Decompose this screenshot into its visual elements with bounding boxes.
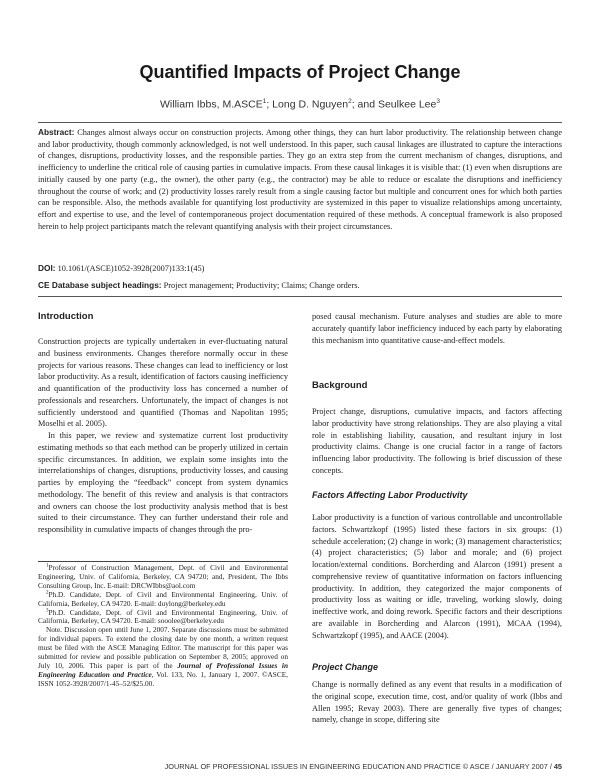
doi-label: DOI: [38,263,56,273]
background-paragraph: Project change, disruptions, cumulative impacts, and factors affecting labor productivity have strong relationships. They are also playing a vital role in establishing liability, causation, and resultant injury in lost productivity claims. Change is one crucial factor in a range of factors influencing labor productivity. The following is brief discussion of these concepts. [312,407,562,475]
subsection-heading-factors: Factors Affecting Labor Productivity [312,490,468,500]
top-divider [38,122,562,123]
author-mark: 3 [436,98,440,105]
author-mark: 2 [348,98,352,105]
paper-title: Quantified Impacts of Project Change [139,62,461,82]
author-name: and Seulkee Lee [357,98,437,111]
journal-name: Journal of Professional Issues in Engineering Education and Practice [38,660,289,679]
footnote [38,564,288,591]
paragraph: Construction projects are typically undertaken in ever-fluctuating natural and business environments. Changes therefore normally occur in these projects for various reasons. These changes can lead to inefficiency or lost labor productivity. As a result, identification of factors causing inefficiency and quantification of the productivity loss has concerned a number of professionals and researchers. Unfortunately, the impact of changes is not sufficiently understood and quantified (Thomas and Napolitan 1995; Moselhi et al. 2005). [38,337,288,429]
subject-headings-value: Project management; Productivity; Claims; Change orders. [163,281,360,290]
author-list: William Ibbs, M.ASCE$^1$; Long D. Nguyen$^2$; and Seulkee Lee$^3$ [160,98,440,111]
project-change-paragraph: Change is normally defined as any event that results in a modification of the original scope, execution time, cost, and/or quality of work (Ibbs and Allen 1995; Revay 2003). There are generally five types of changes; namely, change in scope, differing site [312,680,562,725]
running-footer [0,762,562,771]
introduction-body [38,336,288,536]
subject-headings-label: CE Database subject headings: [38,280,162,290]
footnote-text: Professor of Construction Management, Dept. of Civil and Environmental Engineering, Univ. of California, Berkeley, CA 94720; and, President, The Ibbs Consulting Group, Inc. E-mail: DRCWIbbs@aol.com [38,563,288,590]
footnote-mark: 2 [46,590,49,596]
footnotes [38,564,288,689]
footer-journal: JOURNAL OF PROFESSIONAL ISSUES IN ENGINEERING EDUCATION AND PRACTICE © ASCE / JANUARY 2007 / [164,762,554,771]
doi [38,263,562,275]
subject-headings [38,280,562,292]
abstract [38,127,562,232]
footnote-mark: 1 [46,563,49,569]
author-mark: 1 [262,98,267,105]
footnote-divider [38,561,288,562]
factors-paragraph: Labor productivity is a function of various controllable and uncontrollable factors. Schwartzkopf (1995) listed these factors in six groups: (1) schedule acceleration; (2) change in work; (3) management characteristics; (4) project characteristics; (5) labor and morale; and (6) project location/external conditions. Borcherding and Alarcon (1991) present a comprehensive review of quantitative information on factors influencing productivity. In addition, they categorized the major components of productivity loss as waiting or idle, traveling, working slowly, doing ineffective work, and doing rework. Specific factors and their descriptions are available in Borcherding and Alarcon (1991), MCAA (1994), Schwartzkopf (1995), and AACE (2004). [312,513,562,640]
section-heading-background: Background [312,380,368,391]
subsection-heading-project-change: Project Change [312,662,379,672]
footnote-mark: 3 [46,608,49,614]
continuation-paragraph: posed causal mechanism. Future analyses and studies are able to more accurately quantify labor inefficiency induced by each party by elaborating this mechanism into quantitative cause-and-effect models. [312,312,562,345]
abstract-label: Abstract: [38,127,75,137]
footnote [38,609,288,627]
paragraph: In this paper, we review and systematize current lost productivity estimating methods so that each method can be properly utilized in certain specific circumstances. In addition, we explain some insights into the interrelationships of changes, disruptions, productivity losses, and causing parties by employing the “feedback” concept from system dynamics methodology. The benefit of this review and analysis is that contractors and owners can choose the lost productivity analysis method that is best suited to their circumstance. They can further understand their role and responsibility in cumulative impacts of changes through the pro- [38,431,288,534]
abstract-text: Changes almost always occur on construction projects. Among other things, they can hurt labor productivity. The relationship between change and labor productivity, though commonly acknowledged, is not well understood. In this paper, such causal linkages are illustrated to capture the interactions of changes, disruptions, productivity losses, and the responsible parties. They go an extra step from the current mechanism of changes, disruptions, and inefficiency to underline the critical role of causing parties in cumulative impacts. From these causal linkages it is visible that: (1) even when disruptions are initially caused by one party (e.g., the owner), the other party (e.g., the contractor) may be able to reduce or escalate the disruptions and inefficiency throughout the course of work; and (2) productivity losses rarely result from a single causing factor but multiple and concurrent ones for which both parties can be responsible. Also, the methods available for quantifying lost productivity are systemized in this paper to visualize relationships among uncertainty, effort and expertise to use, and the level of contemporaneous project documentation required of these methods. A conceptual framework is also proposed herein to help project participants match the relevant quantifying analysis with their project circumstances. [38,128,563,231]
author-name: Long D. Nguyen [272,98,349,111]
footnote-text: Ph.D. Candidate, Dept. of Civil and Environmental Engineering, Univ. of California, Berkeley, CA 94720. E-mail: sooolee@berkeley.edu [38,607,288,626]
author-name: William Ibbs, M.ASCE [160,98,263,111]
submission-note [38,626,288,688]
doi-value: 10.1061/(ASCE)1052-3928(2007)133:1(45) [57,264,205,273]
abstract-divider [38,296,562,297]
page-number: 45 [553,762,562,771]
section-heading-introduction: Introduction [38,311,94,322]
footnote-text: Ph.D. Candidate, Dept. of Civil and Environmental Engineering, Univ. of California, Berkeley, CA 94720. E-mail: duylong@berkeley.edu [38,589,288,608]
note-text: Note. Discussion open until June 1, 2007. Separate discussions must be submitted for individual papers. To extend the closing date by one month, a written request must be filed with the ASCE Managing Editor. The manuscript for this paper was submitted for review and possible publication on September 8, 2005; approved on July 10, 2006. This paper is part of the [38,625,288,670]
footnote [38,591,288,609]
note-text: , Vol. 133, No. 1, January 1, 2007. ©ASCE, ISSN 1052-3928/2007/1-45–52/$25.00. [38,669,288,688]
